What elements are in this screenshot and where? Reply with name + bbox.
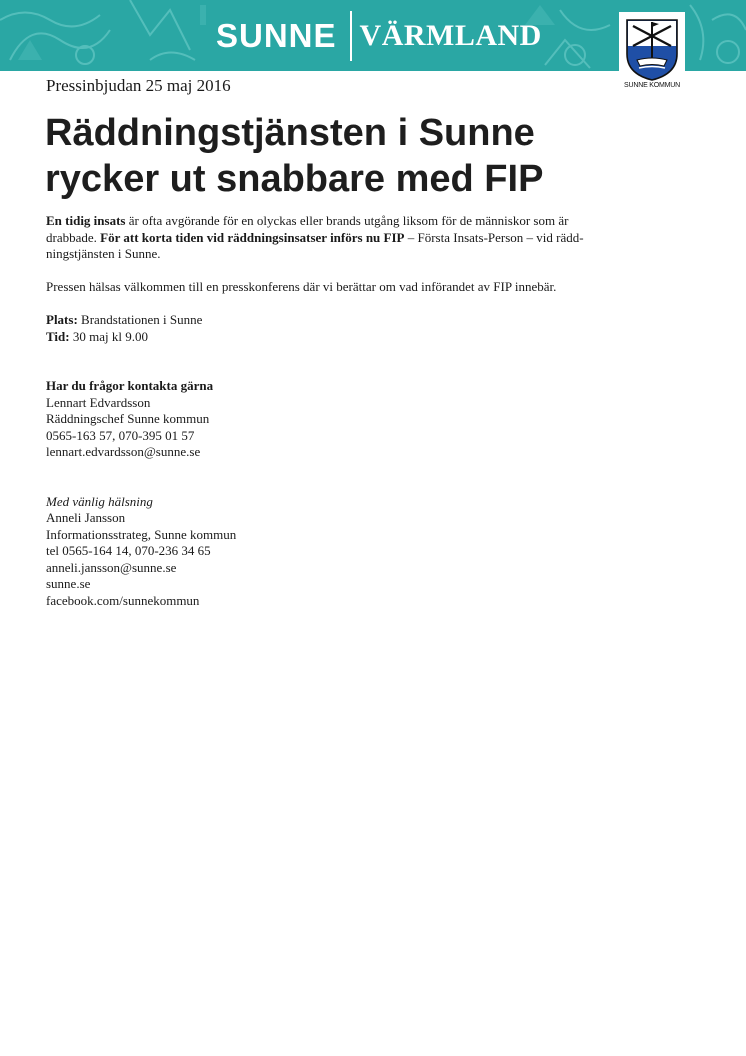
intro-line3: ningstjänsten i Sunne.	[46, 246, 161, 261]
time-label: Tid:	[46, 328, 70, 344]
time-value: 30 maj kl 9.00	[69, 328, 148, 344]
brand-sunne: SUNNE	[216, 17, 337, 54]
municipal-logo	[619, 12, 685, 96]
intro-paragraph	[46, 213, 646, 263]
signature-website[interactable]: sunne.se	[46, 576, 91, 591]
place-value: Brandstationen i Sunne	[77, 312, 203, 327]
dateline: Pressinbjudan 25 maj 2016	[46, 76, 231, 95]
contact-block	[46, 378, 646, 461]
invitation-paragraph: Pressen hälsas välkommen till en presskonferens där vi berättar om vad införandet av FIP innebär.	[46, 279, 557, 294]
page-title	[45, 110, 665, 202]
event-details	[46, 312, 646, 345]
title-line-2: rycker ut snabbare med FIP	[45, 158, 544, 200]
signature-role: Informationsstrateg, Sunne kommun	[46, 526, 237, 542]
intro-line2-bold: För att korta tiden vid räddningsinsatser införs nu FIP	[100, 229, 405, 245]
coat-of-arms-icon	[619, 12, 685, 82]
contact-heading: Har du frågor kontakta gärna	[46, 378, 214, 393]
contact-phone: 0565-163 57, 070-395 01 57	[46, 427, 195, 443]
signature-block	[46, 494, 646, 610]
signature-name: Anneli Jansson	[46, 510, 126, 525]
signature-phone: tel 0565-164 14, 070-236 34 65	[46, 543, 211, 558]
signature-greeting: Med vänlig hälsning	[46, 493, 153, 509]
logo-caption: SUNNE KOMMUN	[624, 82, 680, 89]
contact-name: Lennart Edvardsson	[46, 394, 151, 410]
brand-divider	[350, 11, 352, 61]
intro-lead-bold: En tidig insats	[46, 213, 126, 228]
intro-line2-start: drabbade.	[46, 229, 101, 245]
contact-email[interactable]: lennart.edvardsson@sunne.se	[46, 444, 201, 459]
intro-lead-rest: är ofta avgörande för en olyckas eller brands utgång liksom för de människor som är	[125, 213, 569, 228]
place-label: Plats:	[46, 312, 78, 327]
signature-email[interactable]: anneli.jansson@sunne.se	[46, 559, 177, 575]
contact-role: Räddningschef Sunne kommun	[46, 411, 210, 426]
title-line-1: Räddningstjänsten i Sunne	[45, 112, 535, 154]
brand-wordmark	[216, 14, 542, 58]
press-body	[46, 213, 646, 609]
signature-facebook[interactable]: facebook.com/sunnekommun	[46, 592, 200, 608]
brand-varmland: VÄRMLAND	[359, 19, 542, 52]
intro-line2-rest: – Första Insats-Person – vid rädd-	[404, 229, 584, 245]
